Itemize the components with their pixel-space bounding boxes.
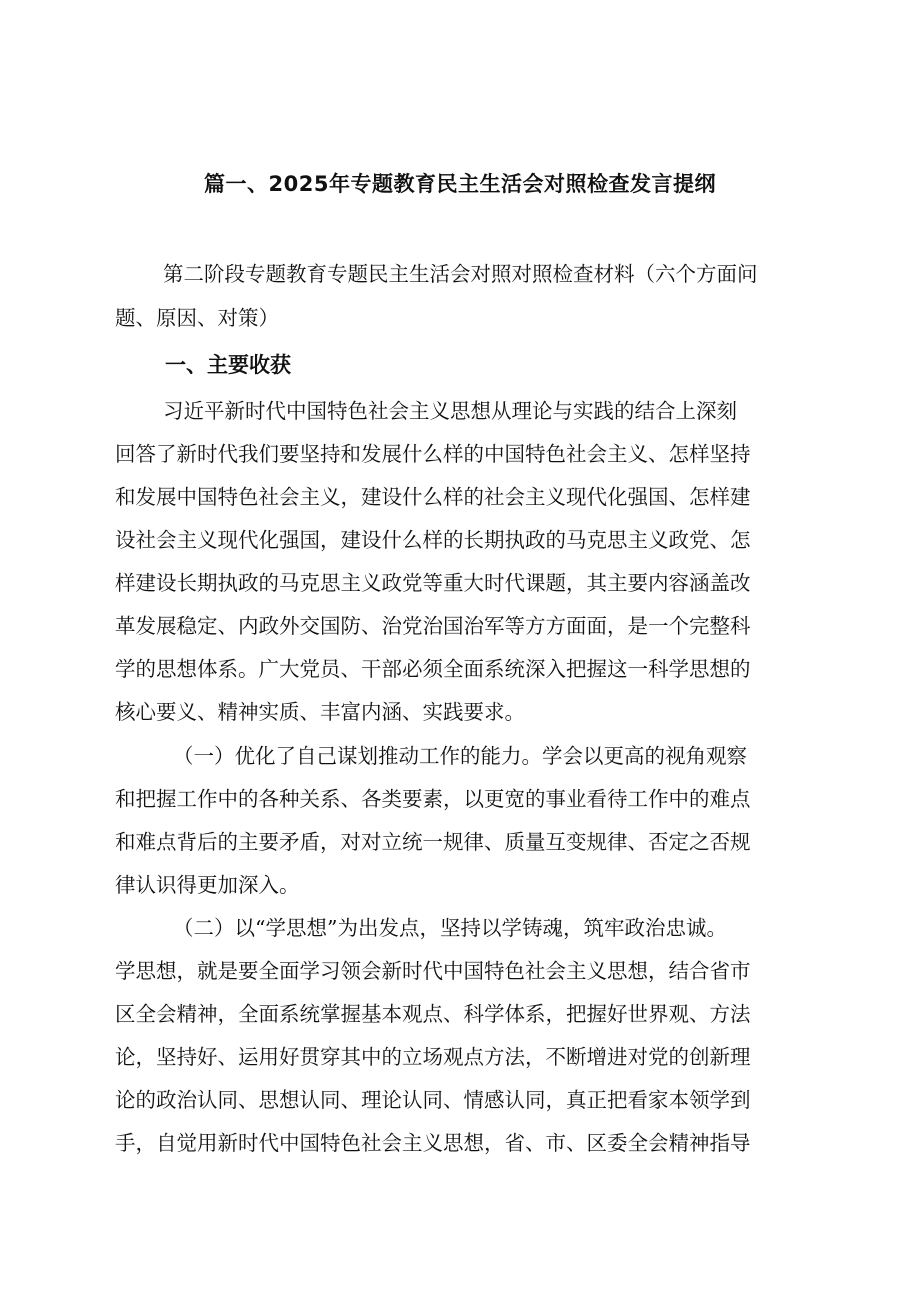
paragraph3-line-4: 论，坚持好、运用好贯穿其中的立场观点方法，不断增进对党的创新理	[115, 1045, 751, 1069]
paragraph1-line-7: 学的思想体系。广大党员、干部必须全面系统深入把握这一科学思想的	[115, 657, 751, 681]
section-heading: 一、主要收获	[165, 353, 291, 377]
document-title: 篇一、2025年专题教育民主生活会对照检查发言提纲	[204, 172, 716, 196]
paragraph1-line-4: 设社会主义现代化强国，建设什么样的长期执政的马克思主义政党、怎	[115, 528, 751, 552]
paragraph3-line-6: 手，自觉用新时代中国特色社会主义思想，省、市、区委全会精神指导	[115, 1131, 751, 1155]
subtitle-line-2: 题、原因、对策）	[115, 306, 279, 330]
paragraph3-line-5: 论的政治认同、思想认同、理论认同、情感认同，真正把看家本领学到	[115, 1088, 751, 1112]
paragraph1-line-3: 和发展中国特色社会主义，建设什么样的社会主义现代化强国、怎样建	[115, 485, 751, 509]
paragraph1-line-6: 革发展稳定、内政外交国防、治党治国治军等方方面面，是一个完整科	[115, 614, 751, 638]
paragraph1-line-1: 习近平新时代中国特色社会主义思想从理论与实践的结合上深刻	[163, 399, 737, 423]
paragraph2-line-4: 律认识得更加深入。	[115, 873, 300, 897]
paragraph1-line-2: 回答了新时代我们要坚持和发展什么样的中国特色社会主义、怎样坚持	[115, 442, 751, 466]
paragraph2-line-2: 和把握工作中的各种关系、各类要素，以更宽的事业看待工作中的难点	[115, 787, 751, 811]
paragraph3-line-1: （二）以“学思想”为出发点，坚持以学铸魂，筑牢政治忠诚。	[173, 916, 727, 940]
subtitle-line-1: 第二阶段专题教育专题民主生活会对照对照检查材料（六个方面问	[163, 262, 758, 286]
paragraph1-line-8: 核心要义、精神实质、丰富内涵、实践要求。	[115, 700, 525, 724]
paragraph3-line-2: 学思想，就是要全面学习领会新时代中国特色社会主义思想，结合省市	[115, 959, 751, 983]
paragraph2-line-1: （一）优化了自己谋划推动工作的能力。学会以更高的视角观察	[173, 744, 747, 768]
paragraph3-line-3: 区全会精神，全面系统掌握基本观点、科学体系，把握好世界观、方法	[115, 1002, 751, 1026]
paragraph1-line-5: 样建设长期执政的马克思主义政党等重大时代课题，其主要内容涵盖改	[115, 571, 751, 595]
paragraph2-line-3: 和难点背后的主要矛盾，对对立统一规律、质量互变规律、否定之否规	[115, 830, 751, 854]
